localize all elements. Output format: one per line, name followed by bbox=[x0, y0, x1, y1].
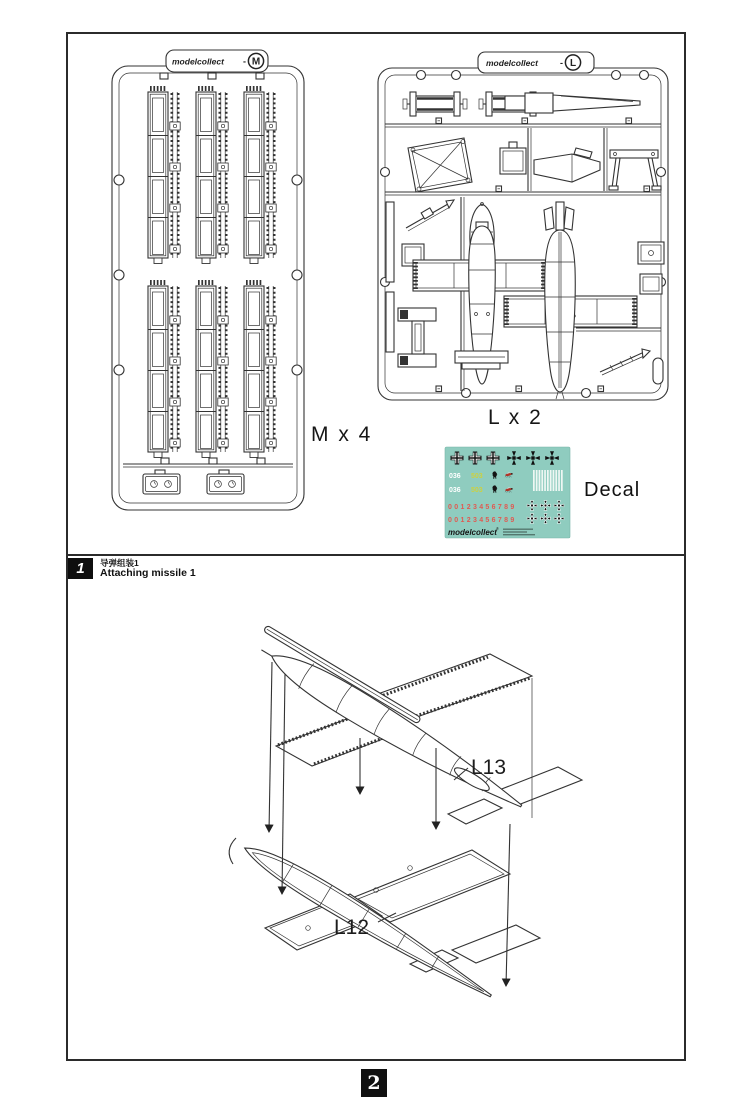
part-number-tag bbox=[598, 386, 604, 392]
iron-cross-icon bbox=[527, 514, 564, 524]
brand-logo-text: modelcollect bbox=[486, 58, 538, 68]
part-number-tag bbox=[626, 118, 632, 124]
sprue-letter: M bbox=[251, 56, 261, 68]
sprue-m-drawing bbox=[110, 50, 306, 512]
missile-lower-half bbox=[229, 837, 540, 1005]
track-rail-part bbox=[148, 89, 180, 264]
ramp-part bbox=[534, 148, 600, 182]
sprue-l-drawing bbox=[376, 52, 670, 402]
assembly-diagram bbox=[80, 598, 640, 1040]
unit-code-white: 036 bbox=[449, 473, 461, 480]
wing-tip-flap bbox=[229, 838, 236, 864]
stripe-marking bbox=[533, 470, 563, 491]
track-rail-part bbox=[148, 283, 180, 458]
small-square-part bbox=[640, 274, 662, 294]
part-number-tag bbox=[516, 386, 522, 392]
step-title-zh: 导弹组装1 bbox=[100, 558, 139, 568]
sprue-m-tab bbox=[166, 50, 268, 72]
part-label-l13: L13 bbox=[471, 756, 507, 779]
track-rail-part bbox=[196, 283, 228, 458]
unit-code-yellow: 503 bbox=[471, 487, 483, 494]
decal-brand: modelcollect bbox=[448, 528, 497, 537]
clamp-part bbox=[143, 470, 180, 494]
brand-logo-text: modelcollect bbox=[172, 56, 224, 67]
track-rail-part bbox=[196, 89, 228, 264]
strip-part bbox=[386, 202, 394, 282]
section-divider bbox=[66, 554, 686, 556]
tapered-tube-part bbox=[505, 93, 640, 113]
part-number-tag bbox=[209, 458, 217, 464]
part-number-tag bbox=[496, 186, 502, 192]
assembly-arrow bbox=[506, 824, 510, 986]
tab-separator: - bbox=[243, 56, 246, 67]
sprue-l-tab bbox=[478, 52, 594, 73]
digits-row: 0 0 1 2 3 4 5 6 7 8 9 bbox=[448, 517, 515, 524]
decal-sheet-background bbox=[445, 447, 570, 538]
sprue-letter: L bbox=[569, 58, 577, 70]
stand-part bbox=[609, 150, 661, 190]
box-part bbox=[500, 142, 526, 174]
registered-mark: ® bbox=[496, 526, 499, 531]
diagonal-pin-part bbox=[600, 349, 663, 384]
angled-strut-part bbox=[406, 200, 454, 231]
part-number-tag bbox=[161, 458, 169, 464]
fuselage-half-part bbox=[544, 202, 575, 399]
track-rail-part bbox=[244, 89, 276, 264]
locating-pin bbox=[408, 866, 413, 871]
sprue-m-quantity-label: M x 4 bbox=[311, 423, 373, 446]
unit-code-yellow: 503 bbox=[471, 473, 483, 480]
step-number-badge: 1 bbox=[68, 558, 93, 579]
tab-separator: - bbox=[560, 58, 563, 68]
runner-hook bbox=[160, 73, 168, 79]
runner-hook bbox=[208, 73, 216, 79]
sprue-l-quantity-label: L x 2 bbox=[488, 406, 543, 429]
roller-drum-part bbox=[403, 92, 467, 116]
page-number: 2 bbox=[361, 1069, 387, 1097]
part-number-tag bbox=[522, 118, 528, 124]
runner-hook bbox=[256, 73, 264, 79]
clamp-part bbox=[207, 470, 244, 494]
part-number-tag bbox=[257, 458, 265, 464]
pin-plate-part bbox=[638, 242, 664, 264]
part-number-tag bbox=[436, 386, 442, 392]
step-title-en: Attaching missile 1 bbox=[100, 567, 196, 579]
unit-code-white: 036 bbox=[449, 487, 461, 494]
x-frame-part bbox=[408, 138, 472, 192]
strip-part bbox=[386, 292, 394, 352]
part-label-l12: L12 bbox=[334, 916, 370, 939]
part-number-tag bbox=[436, 118, 442, 124]
decal-sheet bbox=[445, 447, 570, 538]
part-number-tag bbox=[644, 186, 650, 192]
assembly-arrow bbox=[269, 662, 272, 832]
i-beam-part bbox=[398, 308, 436, 367]
digits-row: 0 0 1 2 3 4 5 6 7 8 9 bbox=[448, 504, 515, 511]
flat-wing-part bbox=[455, 351, 508, 369]
iron-cross-icon bbox=[527, 501, 564, 511]
track-rail-part bbox=[244, 283, 276, 458]
decal-label: Decal bbox=[584, 479, 641, 501]
